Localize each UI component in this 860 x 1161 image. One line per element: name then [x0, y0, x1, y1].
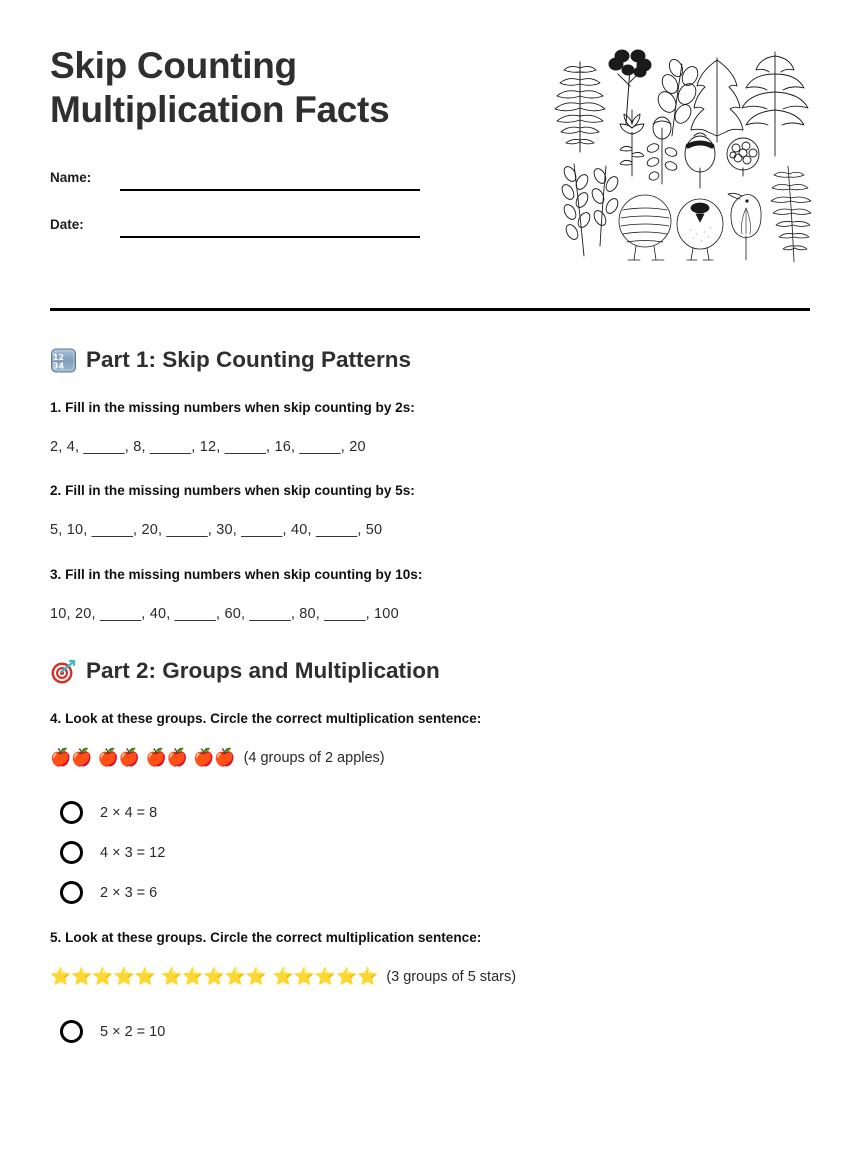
leafy-sprig [655, 57, 701, 136]
choice-item[interactable] [50, 1020, 810, 1043]
name-field-label: Name: [50, 170, 92, 186]
question-sequence-1[interactable]: 2, 4, _____, 8, _____, 12, _____, 16, _____, 20 [50, 439, 366, 456]
standing-bird [728, 193, 761, 260]
sprig-lower-left [560, 164, 621, 256]
apple-group-caption: (4 groups of 2 apples) [243, 749, 385, 766]
choice-item[interactable] [50, 801, 810, 824]
question-5-visual-groups [50, 966, 810, 988]
section-heading-part-2 [50, 658, 810, 685]
page-title-line-2: Multiplication Facts [50, 88, 390, 130]
chick-bird [677, 199, 723, 260]
header-divider [50, 308, 810, 311]
question-sequence-3[interactable]: 10, 20, _____, 40, _____, 60, _____, 80, _____, 100 [50, 605, 399, 622]
page-title [50, 44, 470, 131]
botanical-line-art [550, 24, 820, 264]
fern-right [771, 166, 811, 262]
section-heading-part-1 [50, 347, 810, 374]
question-5-choices [50, 1020, 810, 1043]
worksheet-header [50, 0, 810, 294]
choice-item[interactable] [50, 841, 810, 864]
question-prompt-3: 3. Fill in the missing numbers when skip counting by 10s: [50, 566, 423, 582]
question-4-visual-groups [50, 747, 810, 769]
star-group-emoji: ⭐⭐⭐⭐⭐ ⭐⭐⭐⭐⭐ ⭐⭐⭐⭐⭐ [50, 967, 379, 988]
choice-circle-icon[interactable] [60, 801, 83, 824]
round-bird [619, 195, 671, 260]
lotus-flower [620, 110, 644, 176]
question-4-choices [50, 801, 810, 904]
svg-text:34: 34 [52, 361, 65, 371]
choice-circle-icon[interactable] [60, 1020, 83, 1043]
berry-cluster [727, 138, 759, 176]
choice-circle-icon[interactable] [60, 881, 83, 904]
question-prompt-2: 2. Fill in the missing numbers when skip counting by 5s: [50, 483, 415, 499]
poppy-pod [685, 133, 715, 188]
svg-text:12: 12 [52, 353, 65, 362]
choice-item[interactable] [50, 881, 810, 904]
input-numbers-icon [50, 347, 77, 374]
fern-top-left [555, 62, 605, 152]
serrated-leaf-center [691, 58, 743, 142]
apple-group-emoji: 🍎🍎 🍎🍎 🍎🍎 🍎🍎 [50, 748, 236, 769]
section-title-part-1: Part 1: Skip Counting Patterns [86, 347, 412, 373]
choice-circle-icon[interactable] [60, 841, 83, 864]
name-input-line[interactable] [120, 171, 420, 191]
choice-label: 2 × 3 = 6 [100, 884, 158, 901]
dark-flower-cluster [609, 50, 651, 124]
choice-label: 2 × 4 = 8 [100, 804, 158, 821]
question-prompt-1: 1. Fill in the missing numbers when skip counting by 2s: [50, 400, 415, 415]
question-prompt-5: 5. Look at these groups. Circle the correct multiplication sentence: [50, 930, 482, 946]
star-group-caption: (3 groups of 5 stars) [386, 968, 517, 985]
choice-label: 4 × 3 = 12 [100, 844, 166, 861]
section-title-part-2: Part 2: Groups and Multiplication [86, 658, 440, 684]
question-prompt-4: 4. Look at these groups. Circle the correct multiplication sentence: [50, 710, 482, 726]
choice-label: 5 × 2 = 10 [100, 1023, 166, 1040]
dart-target-icon [50, 658, 77, 685]
page-title-line-1: Skip Counting [50, 45, 297, 86]
question-sequence-2[interactable]: 5, 10, _____, 20, _____, 30, _____, 40, _____, 50 [50, 522, 383, 539]
date-input-line[interactable] [120, 218, 420, 238]
date-field-label: Date: [50, 217, 84, 233]
